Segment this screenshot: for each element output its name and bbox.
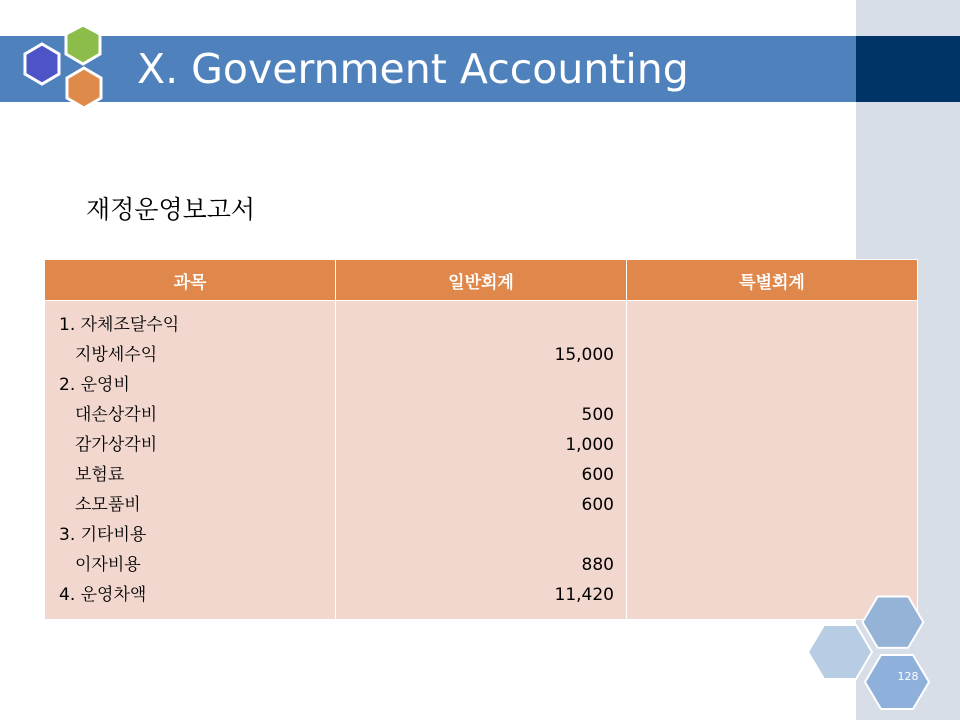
- account-item: 3. 기타비용: [59, 525, 147, 545]
- general-value: 15,000: [554, 345, 614, 365]
- general-value: 1,000: [565, 435, 614, 455]
- decorative-hexagons-icon: [800, 595, 960, 720]
- hexagon-logo-icon: [12, 20, 112, 120]
- general-value: 11,420: [554, 585, 614, 605]
- general-value: [336, 310, 614, 340]
- account-item: 소모품비: [75, 495, 141, 515]
- table-body-row: [45, 301, 918, 620]
- account-item: 2. 운영비: [59, 375, 130, 395]
- account-item: 지방세수익: [75, 345, 158, 365]
- general-value: 600: [581, 465, 614, 485]
- account-item: 대손상각비: [75, 405, 158, 425]
- account-item: 1. 자체조달수익: [59, 315, 180, 335]
- general-value: 500: [581, 405, 614, 425]
- header-general-account: 일반회계: [336, 260, 627, 301]
- account-item: 감가상각비: [75, 435, 158, 455]
- financial-report-table: [44, 259, 918, 620]
- general-value: [336, 370, 614, 400]
- account-item: 보험료: [75, 465, 125, 485]
- general-value: [336, 520, 614, 550]
- header-account: 과목: [45, 260, 336, 301]
- table-header-row: [45, 260, 918, 301]
- report-subtitle: 재정운영보고서: [86, 195, 256, 224]
- general-account-values-cell: [336, 301, 627, 620]
- page-title: X. Government Accounting: [137, 45, 689, 93]
- special-account-values-cell: [627, 301, 918, 620]
- page-number: 128: [897, 670, 919, 683]
- general-value: 600: [581, 495, 614, 515]
- title-bar-accent: [856, 36, 960, 102]
- general-value: 880: [581, 555, 614, 575]
- account-item: 4. 운영차액: [59, 585, 147, 605]
- account-items-cell: [45, 301, 336, 620]
- account-item: 이자비용: [75, 555, 141, 575]
- header-special-account: 특별회계: [627, 260, 918, 301]
